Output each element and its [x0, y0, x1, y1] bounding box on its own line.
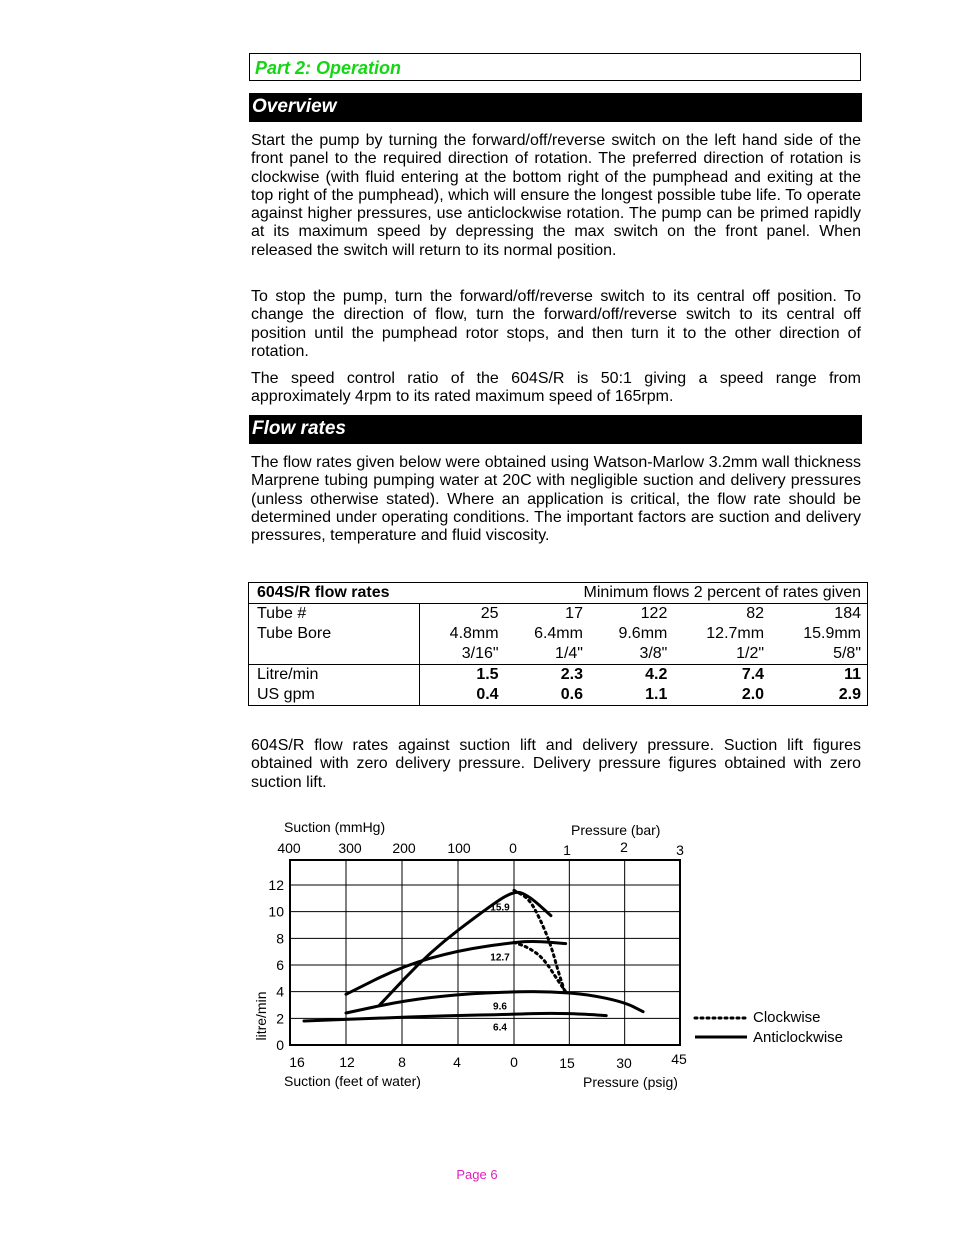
bottom-left-tick-label: 8	[398, 1054, 406, 1070]
curve-anticlockwise-6-4	[304, 1013, 606, 1021]
top-left-tick-label: 400	[277, 840, 301, 856]
table-cell: 1/2"	[736, 645, 765, 662]
curve-label: 15.9	[490, 902, 510, 914]
overview-heading: Overview	[252, 96, 337, 117]
curve-label: 9.6	[493, 1001, 507, 1013]
bottom-right-axis-label: Pressure (psig)	[583, 1074, 678, 1090]
table-cell: 4.8mm	[449, 625, 499, 642]
top-right-tick-label: 1	[563, 842, 571, 858]
table-cell: 4.2	[645, 666, 668, 683]
litre-label: Litre/min	[249, 665, 420, 686]
table-cell: 82	[746, 605, 765, 622]
table-cell: 0.6	[560, 686, 583, 703]
flow-rates-intro: The flow rates given below were obtained using Watson-Marlow 3.2mm wall thickness Marprene tubing pumping water at 20C with negligible suction and delivery pressures (unless otherwise stated). Where an application is critical, the flow rate should be determined under operating conditions. The important factors are suction and delivery pressures, temperature and fluid viscosity.	[251, 454, 861, 545]
y-tick-label: 0	[276, 1037, 284, 1053]
table-cell: 7.4	[741, 666, 765, 683]
bottom-right-tick-label: 15	[559, 1055, 575, 1071]
table-cell: 2.9	[838, 686, 861, 703]
table-cell: 1.5	[476, 666, 499, 683]
table-cell: 17	[565, 605, 583, 622]
page-number: Page 6	[456, 1167, 498, 1182]
curve-label: 6.4	[493, 1022, 507, 1034]
table-cell: 1.1	[645, 686, 668, 703]
top-left-axis-label: Suction (mmHg)	[284, 819, 386, 835]
part-title: Part 2: Operation	[255, 58, 402, 78]
table-cell: 5/8"	[833, 645, 861, 662]
legend-anticlockwise-label: Anticlockwise	[753, 1029, 844, 1046]
table-cell: 3/8"	[639, 645, 668, 662]
table-cell: 2.0	[741, 686, 765, 703]
table-cell: 1/4"	[555, 645, 583, 662]
y-tick-label: 6	[276, 957, 284, 973]
table-cell: 122	[640, 605, 668, 622]
table-cell: 9.6mm	[618, 625, 668, 642]
table-cell: 6.4mm	[534, 625, 583, 642]
bottom-left-tick-label: 0	[510, 1054, 518, 1070]
top-left-tick-label: 0	[509, 840, 517, 856]
tube-label: Tube #	[249, 604, 420, 625]
y-tick-label: 10	[268, 903, 284, 920]
table-cell: 0.4	[476, 686, 499, 703]
table-cell: 3/16"	[461, 645, 499, 662]
top-left-tick-label: 300	[338, 840, 362, 856]
chart-grid	[290, 860, 680, 1045]
gpm-label: US gpm	[249, 685, 420, 706]
top-left-tick-label: 200	[392, 840, 416, 856]
legend-clockwise-label: Clockwise	[753, 1009, 821, 1026]
table-cell: 12.7mm	[706, 625, 765, 642]
bottom-left-tick-label: 16	[289, 1054, 305, 1070]
overview-paragraph-3: The speed control ratio of the 604S/R is 50:1 giving a speed range from approximately 4rpm to its rated maximum speed of 165rpm.	[251, 370, 861, 406]
table-cell: 2.3	[560, 666, 583, 683]
bottom-right-tick-label: 30	[616, 1055, 632, 1071]
chart-caption: 604S/R flow rates against suction lift and delivery pressure. Suction lift figures obtained with zero delivery pressure. Delivery pressure figures obtained with zero suction lift.	[251, 737, 861, 791]
top-right-axis-label: Pressure (bar)	[571, 822, 661, 838]
table-cell: 15.9mm	[803, 625, 861, 642]
y-tick-label: 12	[268, 877, 284, 893]
overview-paragraph-1: Start the pump by turning the forward/off/reverse switch on the left hand side of the front panel to the required direction of rotation. The preferred direction of rotation is clockwise (with fluid entering at the bottom right of the pumphead and exiting at the top right of the pumphead), which will ensure the longest possible tube life. To operate against higher pressures, use anticlockwise rotation. The pump can be primed rapidly at its maximum speed by depressing the max switch on the front panel. When released the switch will return to its normal position.	[251, 132, 861, 259]
top-right-tick-label: 2	[620, 839, 628, 855]
flow-rates-heading: Flow rates	[252, 418, 346, 439]
overview-paragraph-2: To stop the pump, turn the forward/off/reverse switch to its central off position. To change the direction of flow, turn the forward/off/reverse switch to its central off position until the pumphead rotor stops, and then turn it to the other direction of rotation.	[251, 288, 861, 360]
table-cell: 11	[844, 666, 861, 683]
y-axis-label: litre/min	[253, 991, 269, 1041]
y-tick-label: 8	[276, 930, 284, 947]
curve-label: 12.7	[490, 952, 510, 964]
top-left-tick-label: 100	[447, 840, 471, 856]
table-cell: 184	[834, 605, 861, 622]
top-right-tick-label: 3	[676, 842, 684, 858]
bottom-left-tick-label: 4	[453, 1054, 461, 1070]
bottom-left-axis-label: Suction (feet of water)	[284, 1073, 421, 1089]
y-tick-label: 4	[276, 983, 284, 1000]
bore-label: Tube Bore	[249, 624, 420, 644]
y-tick-label: 2	[276, 1010, 284, 1027]
table-cell: 25	[480, 605, 499, 622]
table-note: Minimum flows 2 percent of rates given	[583, 584, 861, 601]
plot-frame	[290, 860, 680, 1045]
bottom-left-tick-label: 12	[339, 1054, 355, 1070]
bottom-right-tick-label: 45	[671, 1051, 687, 1067]
table-title: 604S/R flow rates	[257, 584, 390, 601]
